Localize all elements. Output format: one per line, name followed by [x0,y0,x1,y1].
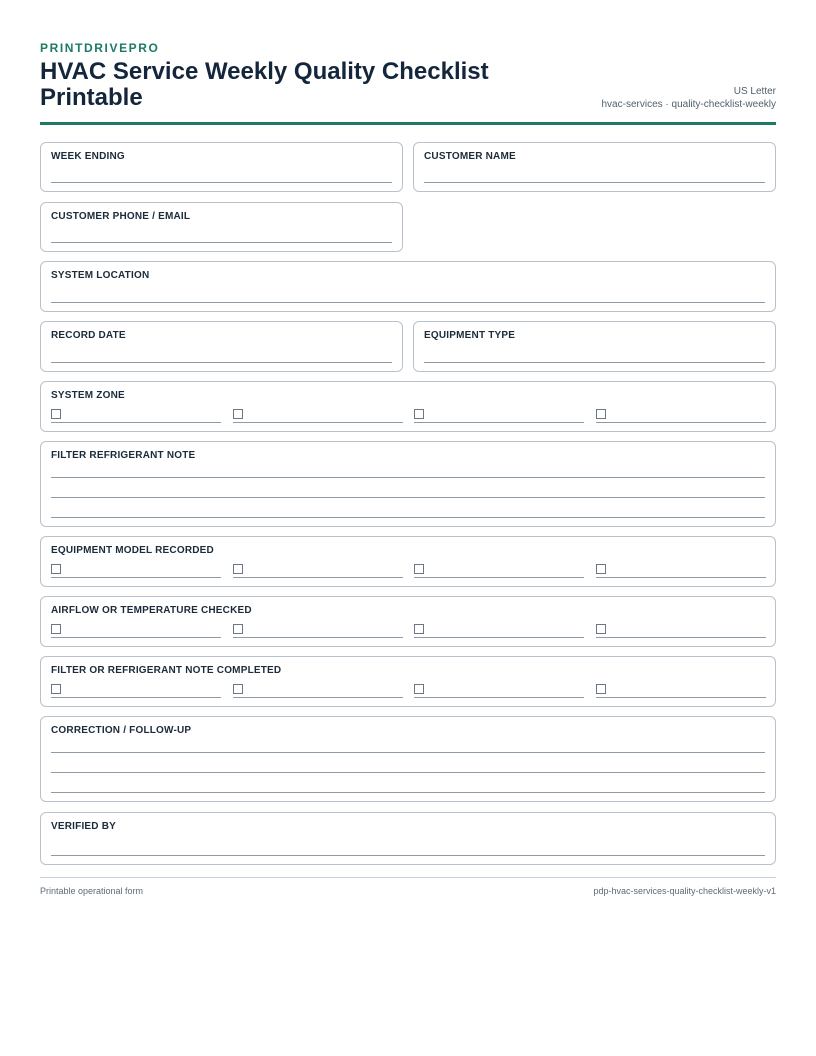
equipment-model-recorded-label: EQUIPMENT MODEL RECORDED [51,545,214,556]
system-zone-line-1[interactable] [51,422,221,423]
correction-line-3[interactable] [51,792,765,793]
customer-name-field[interactable] [413,142,776,192]
system-zone-checkbox-2[interactable] [233,409,243,419]
correction-line-2[interactable] [51,772,765,773]
system-zone-checkbox-3[interactable] [414,409,424,419]
airflow-line-3[interactable] [414,637,584,638]
filter-refrigerant-note-field[interactable] [40,441,776,527]
completed-checkbox-1[interactable] [51,684,61,694]
paper-size-label: US Letter [733,86,776,97]
customer-contact-write-line[interactable] [51,242,392,243]
filter-refrigerant-note-label: FILTER REFRIGERANT NOTE [51,450,196,461]
correction-line-1[interactable] [51,752,765,753]
airflow-checked-label: AIRFLOW OR TEMPERATURE CHECKED [51,605,252,616]
system-location-write-line[interactable] [51,302,765,303]
filter-note-completed-label: FILTER OR REFRIGERANT NOTE COMPLETED [51,665,282,676]
airflow-checked-field [40,596,776,647]
verified-by-write-line[interactable] [51,855,765,856]
completed-line-3[interactable] [414,697,584,698]
completed-checkbox-3[interactable] [414,684,424,694]
system-location-field[interactable] [40,261,776,312]
model-line-2[interactable] [233,577,403,578]
verified-by-label: VERIFIED BY [51,821,116,832]
note-line-3[interactable] [51,517,765,518]
equipment-model-recorded-field [40,536,776,587]
system-zone-field [40,381,776,432]
form-meta [602,85,777,111]
model-line-3[interactable] [414,577,584,578]
customer-contact-label: CUSTOMER PHONE / EMAIL [51,211,191,222]
equipment-type-write-line[interactable] [424,362,765,363]
verified-by-field[interactable] [40,812,776,865]
completed-line-4[interactable] [596,697,766,698]
airflow-line-4[interactable] [596,637,766,638]
customer-name-write-line[interactable] [424,182,765,183]
completed-line-2[interactable] [233,697,403,698]
footer-form-id: pdp-hvac-services-quality-checklist-weekly-v1 [593,886,776,896]
customer-contact-field[interactable] [40,202,403,252]
record-date-field[interactable] [40,321,403,372]
week-ending-write-line[interactable] [51,182,392,183]
system-zone-checkbox-4[interactable] [596,409,606,419]
equipment-type-field[interactable] [413,321,776,372]
airflow-checkbox-2[interactable] [233,624,243,634]
airflow-line-2[interactable] [233,637,403,638]
completed-checkbox-2[interactable] [233,684,243,694]
system-zone-label: SYSTEM ZONE [51,390,125,401]
model-checkbox-1[interactable] [51,564,61,574]
system-zone-line-3[interactable] [414,422,584,423]
customer-name-label: CUSTOMER NAME [424,151,516,162]
completed-line-1[interactable] [51,697,221,698]
system-zone-line-4[interactable] [596,422,766,423]
model-checkbox-3[interactable] [414,564,424,574]
brand-logo-text: PRINTDRIVEPRO [40,41,160,55]
model-checkbox-4[interactable] [596,564,606,574]
system-zone-checkbox-1[interactable] [51,409,61,419]
airflow-line-1[interactable] [51,637,221,638]
week-ending-label: WEEK ENDING [51,151,125,162]
week-ending-field[interactable] [40,142,403,192]
note-line-1[interactable] [51,477,765,478]
airflow-checkbox-3[interactable] [414,624,424,634]
correction-followup-label: CORRECTION / FOLLOW-UP [51,725,192,736]
system-zone-line-2[interactable] [233,422,403,423]
page-title: HVAC Service Weekly Quality Checklist Printable [40,58,489,111]
equipment-type-label: EQUIPMENT TYPE [424,330,516,341]
record-date-label: RECORD DATE [51,330,126,341]
form-path-label: hvac-services · quality-checklist-weekly [601,99,776,110]
model-checkbox-2[interactable] [233,564,243,574]
filter-note-completed-field [40,656,776,707]
model-line-1[interactable] [51,577,221,578]
system-location-label: SYSTEM LOCATION [51,270,150,281]
header-divider [40,122,776,125]
model-line-4[interactable] [596,577,766,578]
correction-followup-field[interactable] [40,716,776,802]
airflow-checkbox-1[interactable] [51,624,61,634]
footer-form-type: Printable operational form [40,886,144,896]
footer-divider [40,877,776,878]
completed-checkbox-4[interactable] [596,684,606,694]
airflow-checkbox-4[interactable] [596,624,606,634]
note-line-2[interactable] [51,497,765,498]
record-date-write-line[interactable] [51,362,392,363]
